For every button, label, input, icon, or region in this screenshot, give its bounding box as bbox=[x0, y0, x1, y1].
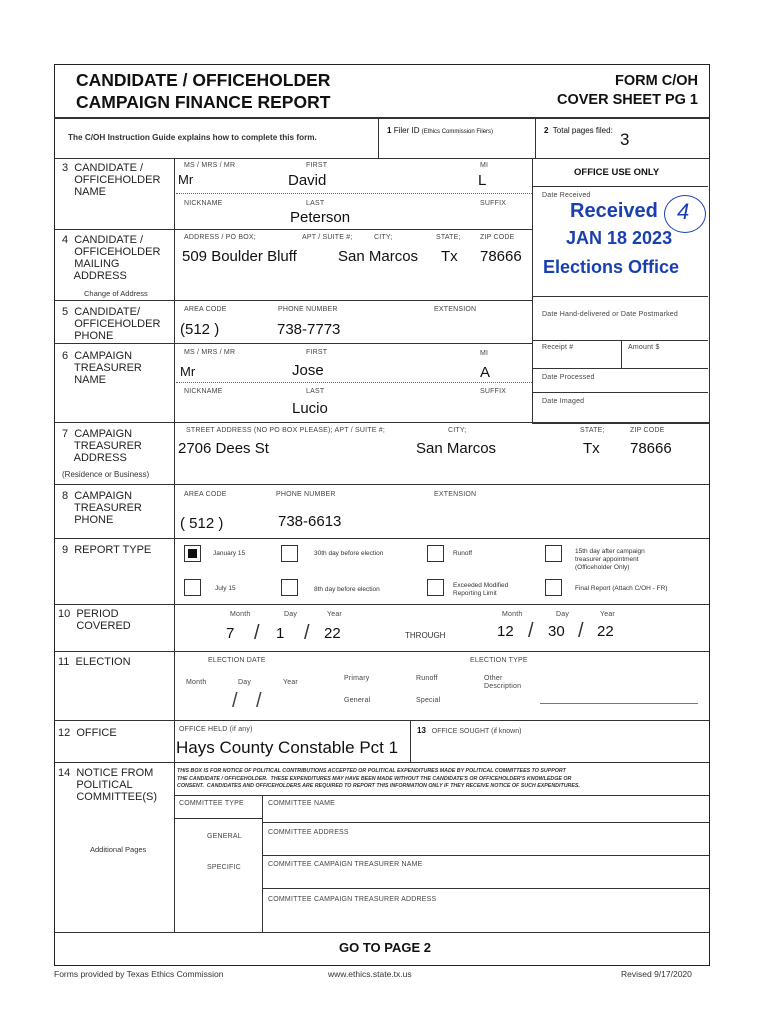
total-pages-value[interactable]: 3 bbox=[620, 130, 630, 149]
state-label: STATE; bbox=[580, 427, 605, 434]
stamp-received: Received bbox=[570, 200, 658, 222]
phone-number-label: PHONE NUMBER bbox=[278, 306, 338, 313]
election-type-label: ELECTION TYPE bbox=[470, 657, 528, 664]
filer-id-num: 1 bbox=[387, 126, 392, 135]
from-day[interactable]: 1 bbox=[276, 625, 285, 642]
divider bbox=[533, 368, 708, 369]
to-month[interactable]: 12 bbox=[497, 623, 514, 640]
divider bbox=[54, 343, 533, 344]
address-label: ADDRESS / PO BOX; bbox=[184, 234, 256, 241]
final-report-label: Final Report (Attach C/OH - FR) bbox=[575, 585, 668, 592]
divider bbox=[175, 818, 263, 819]
from-year-label: Year bbox=[327, 611, 342, 618]
candidate-phone[interactable]: 738-7773 bbox=[277, 321, 341, 338]
primary-label: Primary bbox=[344, 675, 370, 682]
candidate-first-name[interactable]: David bbox=[288, 172, 327, 189]
election-month-label: Month bbox=[186, 679, 207, 686]
divider bbox=[262, 888, 709, 889]
form-number-line1: FORM C/OH bbox=[615, 73, 698, 89]
divider bbox=[176, 382, 532, 383]
july-15-label: July 15 bbox=[215, 585, 236, 592]
suffix-label: SUFFIX bbox=[480, 388, 507, 395]
city-label: CITY; bbox=[448, 427, 467, 434]
general-label: General bbox=[344, 697, 371, 704]
from-month[interactable]: 7 bbox=[226, 625, 235, 642]
to-year[interactable]: 22 bbox=[597, 623, 614, 640]
stamp-date: JAN 18 2023 bbox=[566, 228, 673, 248]
runoff-label: Runoff bbox=[416, 675, 438, 682]
form-title bbox=[76, 69, 330, 113]
divider bbox=[175, 795, 709, 796]
stamp-circle-number: 4 bbox=[677, 199, 690, 224]
ms-label: MS / MRS / MR bbox=[184, 349, 236, 356]
from-month-label: Month bbox=[230, 611, 251, 618]
date-slash: / bbox=[232, 690, 238, 712]
amount-label: Amount $ bbox=[628, 344, 660, 351]
form-number bbox=[557, 72, 698, 110]
date-slash: / bbox=[304, 622, 310, 644]
15th-day-label: 15th day after campaign treasurer appointment (Officeholder Only) bbox=[575, 548, 645, 571]
treasurer-first-name[interactable]: Jose bbox=[292, 362, 324, 379]
treasurer-last-name[interactable]: Lucio bbox=[292, 400, 328, 417]
total-pages-label bbox=[544, 126, 613, 135]
footer-revised: Revised 9/17/2020 bbox=[621, 969, 692, 979]
treasurer-street[interactable]: 2706 Dees St bbox=[178, 440, 269, 457]
divider bbox=[54, 229, 533, 230]
date-imaged-label: Date Imaged bbox=[542, 398, 585, 405]
to-day-label: Day bbox=[556, 611, 570, 618]
candidate-mi[interactable]: L bbox=[478, 172, 487, 189]
treasurer-area-code[interactable]: ( 512 ) bbox=[180, 515, 224, 532]
city-label: CITY; bbox=[374, 234, 393, 241]
section-14-title: 14 NOTICE FROM POLITICAL COMMITTEE(S) bbox=[58, 767, 157, 803]
committee-address-label: COMMITTEE ADDRESS bbox=[268, 829, 349, 836]
office-held-label: OFFICE HELD (if any) bbox=[179, 726, 253, 733]
candidate-city[interactable]: San Marcos bbox=[338, 248, 419, 265]
candidate-zip[interactable]: 78666 bbox=[480, 248, 522, 265]
from-year[interactable]: 22 bbox=[324, 625, 341, 642]
candidate-last-name[interactable]: Peterson bbox=[290, 209, 351, 226]
from-day-label: Day bbox=[284, 611, 298, 618]
change-of-address-label: Change of Address bbox=[84, 289, 148, 298]
total-pages-num: 2 bbox=[544, 126, 549, 135]
extension-label: EXTENSION bbox=[434, 491, 477, 498]
zip-label: ZIP CODE bbox=[480, 234, 515, 241]
checkbox-8th-day[interactable] bbox=[281, 579, 298, 596]
section-5-title: 5 CANDIDATE/ OFFICEHOLDER PHONE bbox=[62, 306, 161, 342]
treasurer-zip[interactable]: 78666 bbox=[630, 440, 672, 457]
mi-label: MI bbox=[480, 350, 489, 357]
divider bbox=[262, 795, 263, 933]
8th-day-label: 8th day before election bbox=[314, 586, 380, 593]
date-slash: / bbox=[578, 620, 584, 642]
section-6-title: 6 CAMPAIGN TREASURER NAME bbox=[62, 350, 142, 386]
section-4-title: 4 CANDIDATE / OFFICEHOLDER MAILING ADDRESS bbox=[62, 234, 161, 282]
office-held[interactable]: Hays County Constable Pct 1 bbox=[176, 738, 399, 757]
checkbox-runoff[interactable] bbox=[427, 545, 444, 562]
divider bbox=[54, 117, 709, 119]
divider bbox=[54, 720, 709, 721]
divider bbox=[54, 538, 709, 539]
runoff-label: Runoff bbox=[453, 550, 473, 557]
hand-delivered-label: Date Hand-delivered or Date Postmarked bbox=[542, 311, 678, 318]
instruction-text: The C/OH Instruction Guide explains how to complete this form. bbox=[68, 133, 317, 142]
divider bbox=[621, 340, 622, 368]
date-received-label: Date Received bbox=[542, 192, 591, 199]
committee-specific-label: SPECIFIC bbox=[207, 864, 241, 871]
date-slash: / bbox=[528, 620, 534, 642]
other-description-label: Other Description bbox=[484, 675, 522, 690]
section-9-title: 9 REPORT TYPE bbox=[62, 544, 152, 556]
office-sought-num: 13 bbox=[417, 726, 426, 735]
election-date-label: ELECTION DATE bbox=[208, 657, 266, 664]
treasurer-mi[interactable]: A bbox=[480, 364, 491, 381]
to-year-label: Year bbox=[600, 611, 615, 618]
first-label: FIRST bbox=[306, 162, 328, 169]
go-to-page-2: GO TO PAGE 2 bbox=[339, 940, 431, 955]
section-8-title: 8 CAMPAIGN TREASURER PHONE bbox=[62, 490, 142, 526]
section-12-title: 12 OFFICE bbox=[58, 727, 117, 739]
date-slash: / bbox=[256, 690, 262, 712]
residence-note: (Residence or Business) bbox=[62, 470, 150, 479]
filer-id-note: (Ethics Commission Filers) bbox=[421, 129, 494, 135]
divider bbox=[410, 720, 411, 762]
election-year-label: Year bbox=[283, 679, 298, 686]
section-3-title: 3 CANDIDATE / OFFICEHOLDER NAME bbox=[62, 162, 161, 198]
special-label: Special bbox=[416, 697, 441, 704]
january-15-label: January 15 bbox=[213, 550, 246, 557]
election-day-label: Day bbox=[238, 679, 252, 686]
area-code-label: AREA CODE bbox=[184, 306, 227, 313]
to-month-label: Month bbox=[502, 611, 523, 618]
30th-day-label: 30th day before election bbox=[314, 550, 384, 557]
total-pages-text: Total pages filed: bbox=[552, 126, 613, 135]
extension-label: EXTENSION bbox=[434, 306, 477, 313]
checkbox-july-15[interactable] bbox=[184, 579, 201, 596]
state-label: STATE; bbox=[436, 234, 461, 241]
divider bbox=[378, 118, 379, 158]
checkbox-15th-day[interactable] bbox=[545, 545, 562, 562]
filer-id-text: Filer ID bbox=[393, 126, 420, 135]
divider bbox=[533, 392, 708, 393]
through-label: THROUGH bbox=[405, 631, 446, 640]
committee-name-label: COMMITTEE NAME bbox=[268, 800, 335, 807]
suffix-label: SUFFIX bbox=[480, 200, 507, 207]
candidate-state[interactable]: Tx bbox=[441, 248, 458, 265]
divider bbox=[54, 762, 709, 763]
phone-number-label: PHONE NUMBER bbox=[276, 491, 336, 498]
last-label: LAST bbox=[306, 200, 325, 207]
apt-label: APT / SUITE #; bbox=[302, 234, 353, 241]
filer-id-field[interactable] bbox=[386, 138, 532, 152]
committee-treasurer-address-label: COMMITTEE CAMPAIGN TREASURER ADDRESS bbox=[268, 896, 437, 903]
section-10-title: 10 PERIOD COVERED bbox=[58, 608, 131, 632]
candidate-title[interactable]: Mr bbox=[178, 172, 194, 187]
first-label: FIRST bbox=[306, 349, 328, 356]
divider bbox=[176, 193, 532, 194]
section-11-title: 11 ELECTION bbox=[58, 656, 131, 668]
form-number-line2: COVER SHEET PG 1 bbox=[556, 92, 698, 108]
divider bbox=[54, 422, 709, 423]
form-title-line2: CAMPAIGN FINANCE REPORT bbox=[76, 92, 331, 112]
area-code-label: AREA CODE bbox=[184, 491, 227, 498]
checkbox-january-15[interactable] bbox=[184, 545, 201, 562]
office-sought-text: OFFICE SOUGHT (if known) bbox=[431, 728, 522, 735]
filer-id-label bbox=[387, 126, 493, 135]
committee-notice: THIS BOX IS FOR NOTICE OF POLITICAL CONTRIBUTIONS ACCEPTED OR POLITICAL EXPENDITURES MADE BY POLITICAL COMMITTEES TO SUPPORT THE CANDIDATE / OFFICEHOLDER. THESE EXPENDITURES MAY HAVE BEEN MADE WITHOUT THE CANDIDATE'S OR OFFICEHOLDER'S KNOWLEDGE OR CONSENT. CANDIDATES AND OFFICEHOLDERS ARE REQUIRED TO REPORT THIS INFORMATION ONLY IF THEY RECEIVE NOTICE OF SUCH EXPENDITURES. bbox=[177, 768, 580, 789]
mi-label: MI bbox=[480, 162, 489, 169]
office-use-title: OFFICE USE ONLY bbox=[574, 167, 660, 178]
checkbox-exceeded-limit[interactable] bbox=[427, 579, 444, 596]
exceeded-limit-label: Exceeded Modified Reporting Limit bbox=[453, 582, 509, 597]
committee-type-label: COMMITTEE TYPE bbox=[179, 800, 244, 807]
nickname-label: NICKNAME bbox=[184, 388, 223, 395]
divider bbox=[535, 118, 536, 158]
checkbox-final-report[interactable] bbox=[545, 579, 562, 596]
zip-label: ZIP CODE bbox=[630, 427, 665, 434]
divider bbox=[262, 822, 709, 823]
receipt-label: Receipt # bbox=[542, 344, 574, 351]
divider bbox=[54, 604, 709, 605]
date-slash: / bbox=[254, 622, 260, 644]
treasurer-phone[interactable]: 738-6613 bbox=[278, 513, 342, 530]
candidate-area-code[interactable]: (512 ) bbox=[180, 321, 220, 338]
divider bbox=[54, 932, 709, 933]
divider bbox=[54, 300, 533, 301]
divider bbox=[174, 158, 175, 933]
nickname-label: NICKNAME bbox=[184, 200, 223, 207]
stamp-office: Elections Office bbox=[543, 257, 680, 277]
checkbox-30th-day[interactable] bbox=[281, 545, 298, 562]
committee-treasurer-name-label: COMMITTEE CAMPAIGN TREASURER NAME bbox=[268, 861, 423, 868]
form-title-line1: CANDIDATE / OFFICEHOLDER bbox=[76, 70, 331, 90]
footer-url[interactable]: www.ethics.state.tx.us bbox=[328, 969, 412, 979]
divider bbox=[54, 651, 709, 652]
date-processed-label: Date Processed bbox=[542, 374, 595, 381]
divider bbox=[262, 855, 709, 856]
treasurer-title[interactable]: Mr bbox=[180, 364, 196, 379]
committee-general-label: GENERAL bbox=[207, 833, 242, 840]
office-sought-label bbox=[417, 726, 521, 735]
treasurer-state[interactable]: Tx bbox=[583, 440, 600, 457]
divider bbox=[533, 186, 708, 187]
ms-label: MS / MRS / MR bbox=[184, 162, 236, 169]
divider bbox=[533, 296, 708, 297]
candidate-address[interactable]: 509 Boulder Bluff bbox=[182, 248, 297, 265]
to-day[interactable]: 30 bbox=[548, 623, 565, 640]
last-label: LAST bbox=[306, 388, 325, 395]
treasurer-city[interactable]: San Marcos bbox=[416, 440, 497, 457]
other-description-line bbox=[540, 703, 698, 704]
street-address-label: STREET ADDRESS (NO PO BOX PLEASE); APT / SUITE #; bbox=[186, 427, 385, 434]
divider bbox=[54, 484, 709, 485]
additional-pages-label: Additional Pages bbox=[90, 845, 147, 854]
footer-left: Forms provided by Texas Ethics Commission bbox=[54, 969, 224, 979]
section-7-title: 7 CAMPAIGN TREASURER ADDRESS bbox=[62, 428, 142, 464]
